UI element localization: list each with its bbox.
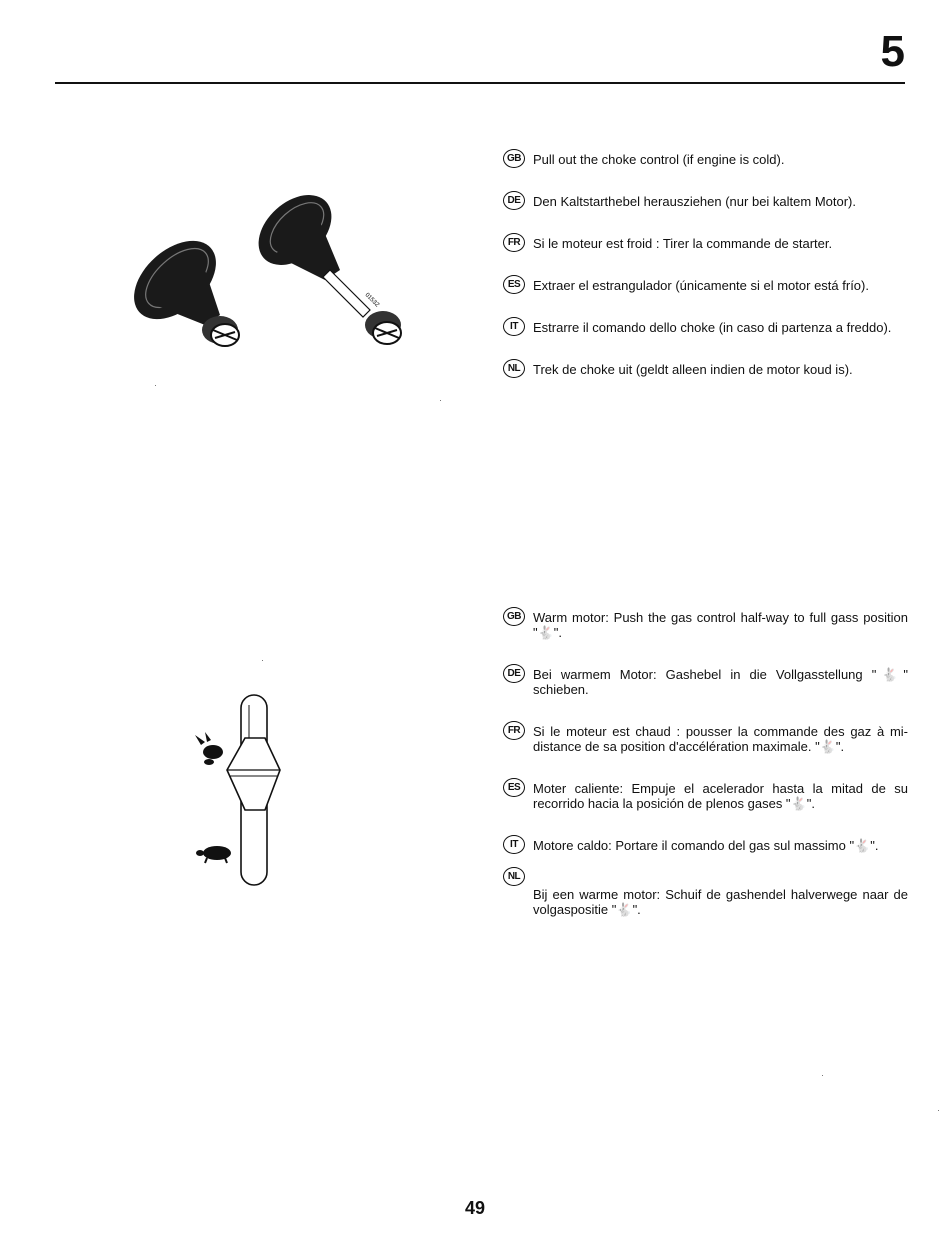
lang-badge-de: DE [503, 191, 525, 210]
instruction-text: Motore caldo: Portare il comando del gas sul massimo "🐇". [533, 838, 879, 853]
instruction-gb [503, 610, 908, 640]
instruction-nl [503, 871, 908, 917]
page-number: 49 [464, 1198, 486, 1218]
choke-instructions [503, 152, 908, 377]
instruction-fr [503, 236, 908, 251]
lang-badge-es: ES [503, 778, 525, 797]
chapter-number: 5 [880, 27, 905, 76]
choke-knob-illustration [125, 195, 415, 360]
instruction-gb [503, 152, 908, 167]
instruction-it [503, 320, 908, 335]
choke-knob-pushed [125, 226, 239, 346]
lang-badge-gb: GB [503, 149, 525, 168]
scan-speck [262, 660, 263, 661]
lang-badge-de: DE [503, 664, 525, 683]
instruction-de [503, 194, 908, 209]
scan-speck [938, 1110, 939, 1111]
lang-badge-es: ES [503, 275, 525, 294]
lang-badge-gb: GB [503, 607, 525, 626]
instruction-text: Trek de choke uit (geldt alleen indien de motor koud is). [533, 362, 853, 377]
lang-badge-fr: FR [503, 233, 525, 252]
throttle-instructions [503, 610, 908, 917]
lang-badge-it: IT [503, 835, 525, 854]
lang-badge-fr: FR [503, 721, 525, 740]
instruction-text: Moter caliente: Empuje el acelerador hasta la mitad de su recorrido hacia la posición de plenos gases "🐇". [533, 781, 908, 811]
choke-knob-pulled [245, 195, 401, 344]
instruction-text: Bei warmem Motor: Gashebel in die Vollgasstellung "🐇" schieben. [533, 667, 908, 697]
header-rule [55, 82, 905, 84]
scan-speck [155, 385, 156, 386]
instruction-text: Estrarre il comando dello choke (in caso di partenza a freddo). [533, 320, 892, 335]
instruction-es [503, 278, 908, 293]
scan-speck [822, 1075, 823, 1076]
instruction-text: Den Kaltstarthebel herausziehen (nur bei kaltem Motor). [533, 194, 856, 209]
instruction-es [503, 781, 908, 811]
instruction-text: Pull out the choke control (if engine is cold). [533, 152, 785, 167]
instruction-text: Extraer el estrangulador (únicamente si el motor está frío). [533, 278, 869, 293]
instruction-it [503, 838, 908, 853]
rabbit-icon [195, 732, 223, 765]
turtle-icon [196, 846, 231, 863]
instruction-fr [503, 724, 908, 754]
lang-badge-nl: NL [503, 359, 525, 378]
instruction-text: Bij een warme motor: Schuif de gashendel halverwege naar de volgaspositie "🐇". [533, 887, 908, 917]
lang-badge-it: IT [503, 317, 525, 336]
instruction-nl [503, 362, 908, 377]
instruction-text: Si le moteur est chaud : pousser la commande des gaz à mi-distance de sa position d'accélération maximale. "🐇". [533, 724, 908, 754]
instruction-de [503, 667, 908, 697]
figure-code-label: 0153Z [363, 292, 380, 309]
throttle-lever-illustration [185, 690, 295, 895]
instruction-text: Si le moteur est froid : Tirer la commande de starter. [533, 236, 833, 251]
lang-badge-nl: NL [503, 867, 525, 886]
instruction-text: Warm motor: Push the gas control half-way to full gass position "🐇". [533, 610, 908, 640]
scan-speck [440, 400, 441, 401]
